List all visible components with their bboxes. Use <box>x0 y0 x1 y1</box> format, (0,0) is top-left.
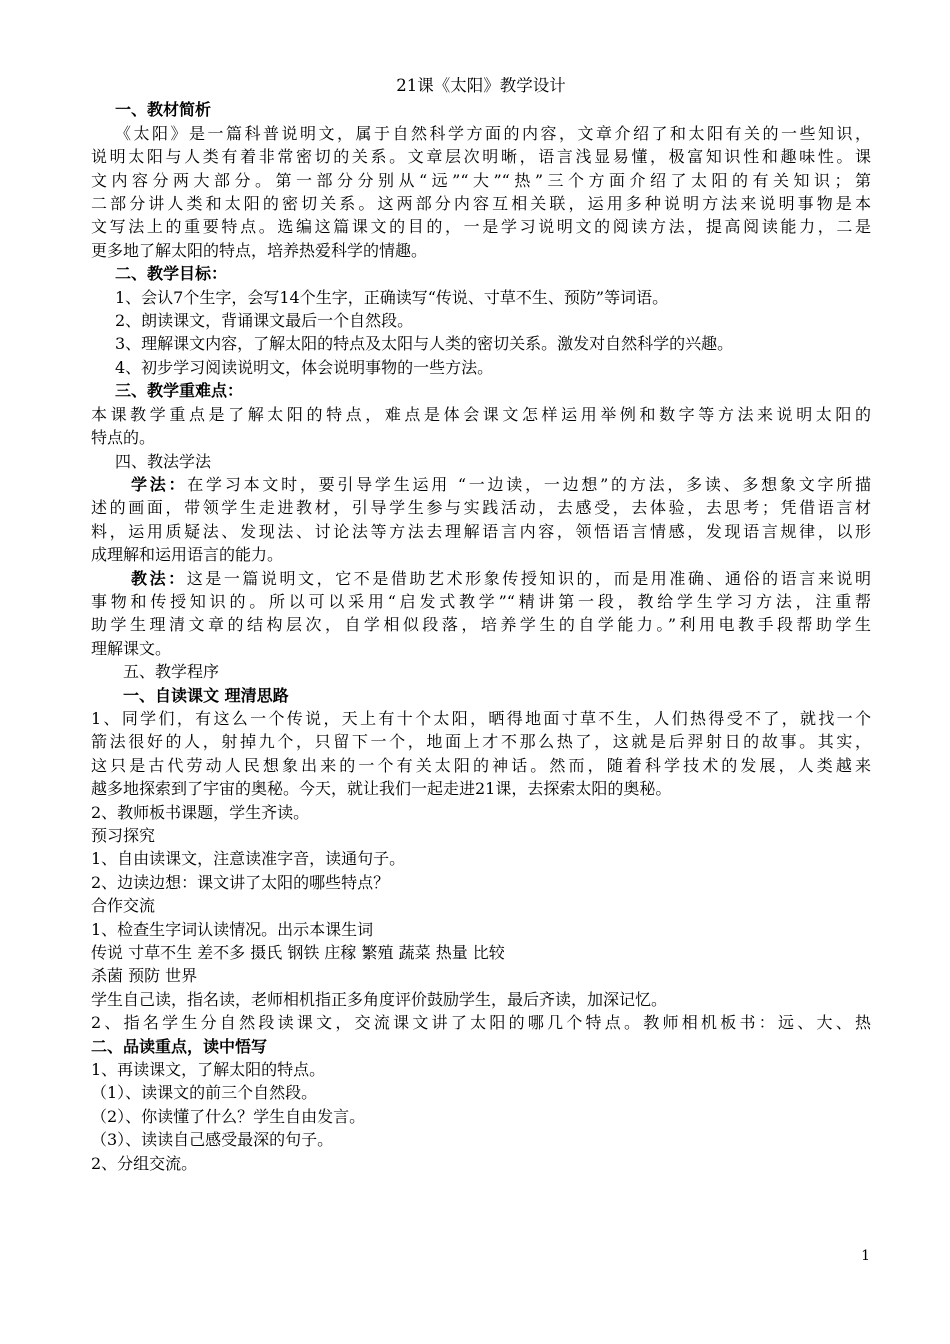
paragraph-line: 事物和传授知识的。所以可以采用“启发式教学”“精讲第一段，教给学生学习方法，注重帮 <box>91 591 871 611</box>
section-heading-keypoints: 三、教学重难点： <box>115 381 244 401</box>
paragraph-line: 箭法很好的人，射掉九个，只留下一个，地面上才不那么热了，这就是后羿射日的故事。其实， <box>91 732 871 752</box>
subheading-self-reading: 一、自读课文 理清思路 <box>123 685 289 705</box>
vocabulary-line: 传说 寸草不生 差不多 摄氏 钢铁 庄稼 繁殖 蔬菜 热量 比较 <box>91 943 505 963</box>
document-title: 21课《太阳》教学设计 <box>396 76 566 95</box>
section-heading-goals: 二、教学目标： <box>115 264 228 284</box>
teaching-method-line: 教法：这是一篇说明文，它不是借助艺术形象传授知识的，而是用准确、通俗的语言来说明 <box>131 568 871 588</box>
paragraph-line: 文写法上的重要特点。选编这篇课文的目的，一是学习说明文的阅读方法，提高阅读能力，二是 <box>91 217 871 237</box>
step-item: 1、检查生字词认读情况。出示本课生词 <box>91 919 374 939</box>
document-page <box>91 74 871 1175</box>
step-item: （2）、你读懂了什么？学生自由发言。 <box>91 1106 366 1126</box>
paragraph-line: 助学生理清文章的结构层次，自学相似段落，培养学生的自学能力。”利用电教手段帮助学生 <box>91 615 871 635</box>
paragraph-line: 更多地了解太阳的特点，培养热爱科学的情趣。 <box>91 240 428 260</box>
step-item: 1、再读课文，了解太阳的特点。 <box>91 1060 326 1080</box>
learning-method-label: 学法： <box>131 474 188 494</box>
teaching-method-label: 教法： <box>131 568 187 588</box>
learning-method-line: 学法：在学习本文时，要引导学生运用 “一边读，一边想”的方法，多读、多想象文字所描 <box>131 474 871 494</box>
paragraph-line: 理解课文。 <box>91 638 172 658</box>
page-number: 1 <box>861 1248 870 1264</box>
section-heading-methods: 四、教法学法 <box>115 451 212 471</box>
paragraph-line: 特点的。 <box>91 428 156 448</box>
goal-item: 1、会认7个生字，会写14个生字，正确读写“传说、寸草不生、预防”等词语。 <box>115 287 669 307</box>
goal-item: 3、理解课文内容，了解太阳的特点及太阳与人类的密切关系。激发对自然科学的兴趣。 <box>115 334 734 354</box>
paragraph-line: 二部分讲人类和太阳的密切关系。这两部分内容互相关联，运用多种说明方法来说明事物是本 <box>91 194 871 214</box>
section-heading-procedure: 五、教学程序 <box>123 662 220 682</box>
paragraph-line: 这只是古代劳动人民想象出来的一个有关太阳的神话。然而，随着科学技术的发展，人类越来 <box>91 755 871 775</box>
paragraph-line: 成理解和运用语言的能力。 <box>91 545 284 565</box>
paragraph-line: 学生自己读，指名读，老师相机指正多角度评价鼓励学生，最后齐读，加深记忆。 <box>91 989 668 1009</box>
paragraph-line: 《太阳》是一篇科普说明文，属于自然科学方面的内容，文章介绍了和太阳有关的一些知识， <box>115 123 871 143</box>
label-preview: 预习探究 <box>91 826 156 845</box>
subheading-key-reading: 二、品读重点，读中悟写 <box>91 1036 268 1056</box>
section-heading-materials: 一、教材简析 <box>115 100 212 120</box>
step-item: （1）、读课文的前三个自然段。 <box>91 1083 318 1103</box>
paragraph-line: 越多地探索到了宇宙的奥秘。今天，就让我们一起走进21课，去探索太阳的奥秘。 <box>91 779 672 799</box>
paragraph-line: 文内容分两大部分。第一部分分别从“远”“大”“热”三个方面介绍了太阳的有关知识；第 <box>91 170 871 190</box>
vocabulary-line: 杀菌 预防 世界 <box>91 966 198 986</box>
step-item: 2、边读边想：课文讲了太阳的哪些特点？ <box>91 872 390 892</box>
goal-item: 2、朗读课文，背诵课文最后一个自然段。 <box>115 311 414 331</box>
label-cooperation: 合作交流 <box>91 896 156 916</box>
paragraph-line: 料，运用质疑法、发现法、讨论法等方法去理解语言内容，领悟语言情感，发现语言规律，以形 <box>91 521 871 541</box>
paragraph-line: 本课教学重点是了解太阳的特点，难点是体会课文怎样运用举例和数字等方法来说明太阳的 <box>91 404 871 424</box>
step-item: 1、自由读课文，注意读准字音，读通句子。 <box>91 849 406 869</box>
paragraph-line: 1、同学们，有这么一个传说，天上有十个太阳，晒得地面寸草不生，人们热得受不了，就找一个 <box>91 708 871 728</box>
step-item: 2、指名学生分自然段读课文，交流课文讲了太阳的哪几个特点。教师相机板书：远、大、热 <box>91 1013 871 1033</box>
paragraph-line: 说明太阳与人类有着非常密切的关系。文章层次明晰，语言浅显易懂，极富知识性和趣味性。课 <box>91 147 871 167</box>
paragraph-line: 述的画面，带领学生走进教材，引导学生参与实践活动，去感受，去体验，去思考；凭借语言材 <box>91 498 871 518</box>
step-item: 2、教师板书课题，学生齐读。 <box>91 802 310 822</box>
step-item: （3）、读读自己感受最深的句子。 <box>91 1130 334 1150</box>
step-item: 2、分组交流。 <box>91 1153 198 1173</box>
goal-item: 4、初步学习阅读说明文，体会说明事物的一些方法。 <box>115 357 494 377</box>
